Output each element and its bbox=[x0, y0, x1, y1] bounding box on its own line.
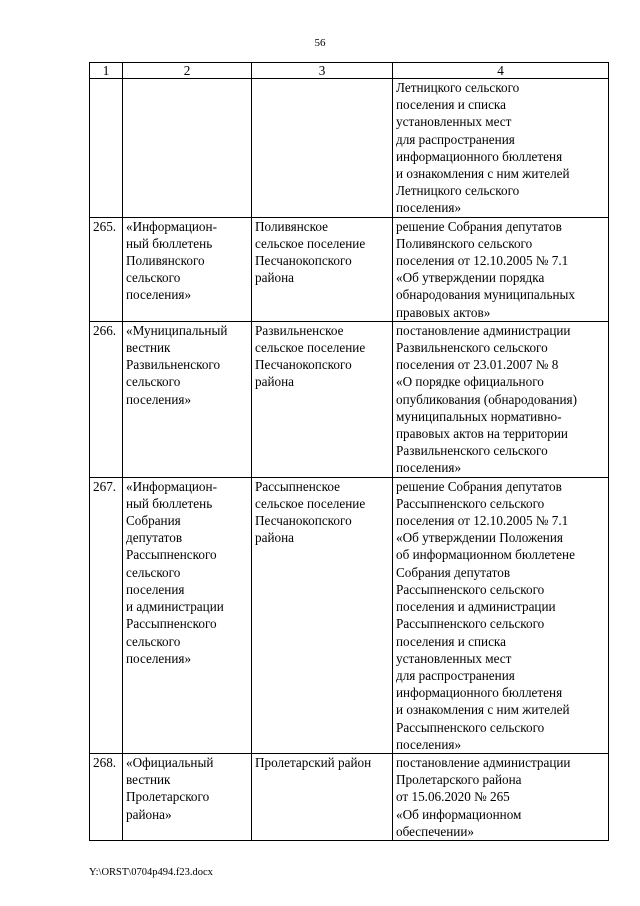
continuation-act-cell: Летницкого сельского поселения и списка установленных мест для распространения информационного бюллетеня и ознакомления с ним жителей Летницкого сельского поселения» bbox=[393, 79, 609, 218]
table-row bbox=[90, 477, 609, 753]
table-row-continuation bbox=[90, 79, 609, 218]
territory: Поливянское сельское поселение Песчанокопского района bbox=[252, 217, 393, 321]
page-number: 56 bbox=[314, 37, 326, 49]
row-number: 267. bbox=[90, 477, 123, 753]
territory: Рассыпненское сельское поселение Песчанокопского района bbox=[252, 477, 393, 753]
column-header-1: 1 bbox=[90, 63, 123, 79]
column-header-3: 3 bbox=[252, 63, 393, 79]
legal-act: решение Собрания депутатов Поливянского сельского поселения от 12.10.2005 № 7.1 «Об утверждении порядка обнародования муниципальных правовых актов» bbox=[393, 217, 609, 321]
publication-name: «Муниципальный вестник Развильненского сельского поселения» bbox=[123, 321, 252, 477]
row-number: 266. bbox=[90, 321, 123, 477]
continuation-num-cell bbox=[90, 79, 123, 218]
row-number: 265. bbox=[90, 217, 123, 321]
publication-name: «Информацион- ный бюллетень Поливянского сельского поселения» bbox=[123, 217, 252, 321]
publication-name: «Информацион- ный бюллетень Собрания депутатов Рассыпненского сельского поселения и администрации Рассыпненского сельского поселения» bbox=[123, 477, 252, 753]
continuation-name-cell bbox=[123, 79, 252, 218]
column-header-2: 2 bbox=[123, 63, 252, 79]
registry-table bbox=[89, 62, 609, 841]
table-row bbox=[90, 753, 609, 840]
table-header-row bbox=[90, 63, 609, 79]
legal-act: постановление администрации Пролетарского района от 15.06.2020 № 265 «Об информационном обеспечении» bbox=[393, 753, 609, 840]
continuation-territory-cell bbox=[252, 79, 393, 218]
territory: Развильненское сельское поселение Песчанокопского района bbox=[252, 321, 393, 477]
legal-act: решение Собрания депутатов Рассыпненского сельского поселения от 12.10.2005 № 7.1 «Об утверждении Положения об информационном бюллетене Собрания депутатов Рассыпненского сельского поселения и администрации Рассыпненского сельского поселения и списка установленных мест для распространения информационного бюллетеня и ознакомления с ним жителей Рассыпненского сельского поселения» bbox=[393, 477, 609, 753]
table-row bbox=[90, 217, 609, 321]
publication-name: «Официальный вестник Пролетарского района» bbox=[123, 753, 252, 840]
footer-file-path: Y:\ORST\0704p494.f23.docx bbox=[89, 867, 213, 878]
legal-act: постановление администрации Развильненского сельского поселения от 23.01.2007 № 8 «О порядке официального опубликования (обнародования) муниципальных нормативно- правовых актов на территории Развильненского сельского поселения» bbox=[393, 321, 609, 477]
table-row bbox=[90, 321, 609, 477]
column-header-4: 4 bbox=[393, 63, 609, 79]
row-number: 268. bbox=[90, 753, 123, 840]
territory: Пролетарский район bbox=[252, 753, 393, 840]
